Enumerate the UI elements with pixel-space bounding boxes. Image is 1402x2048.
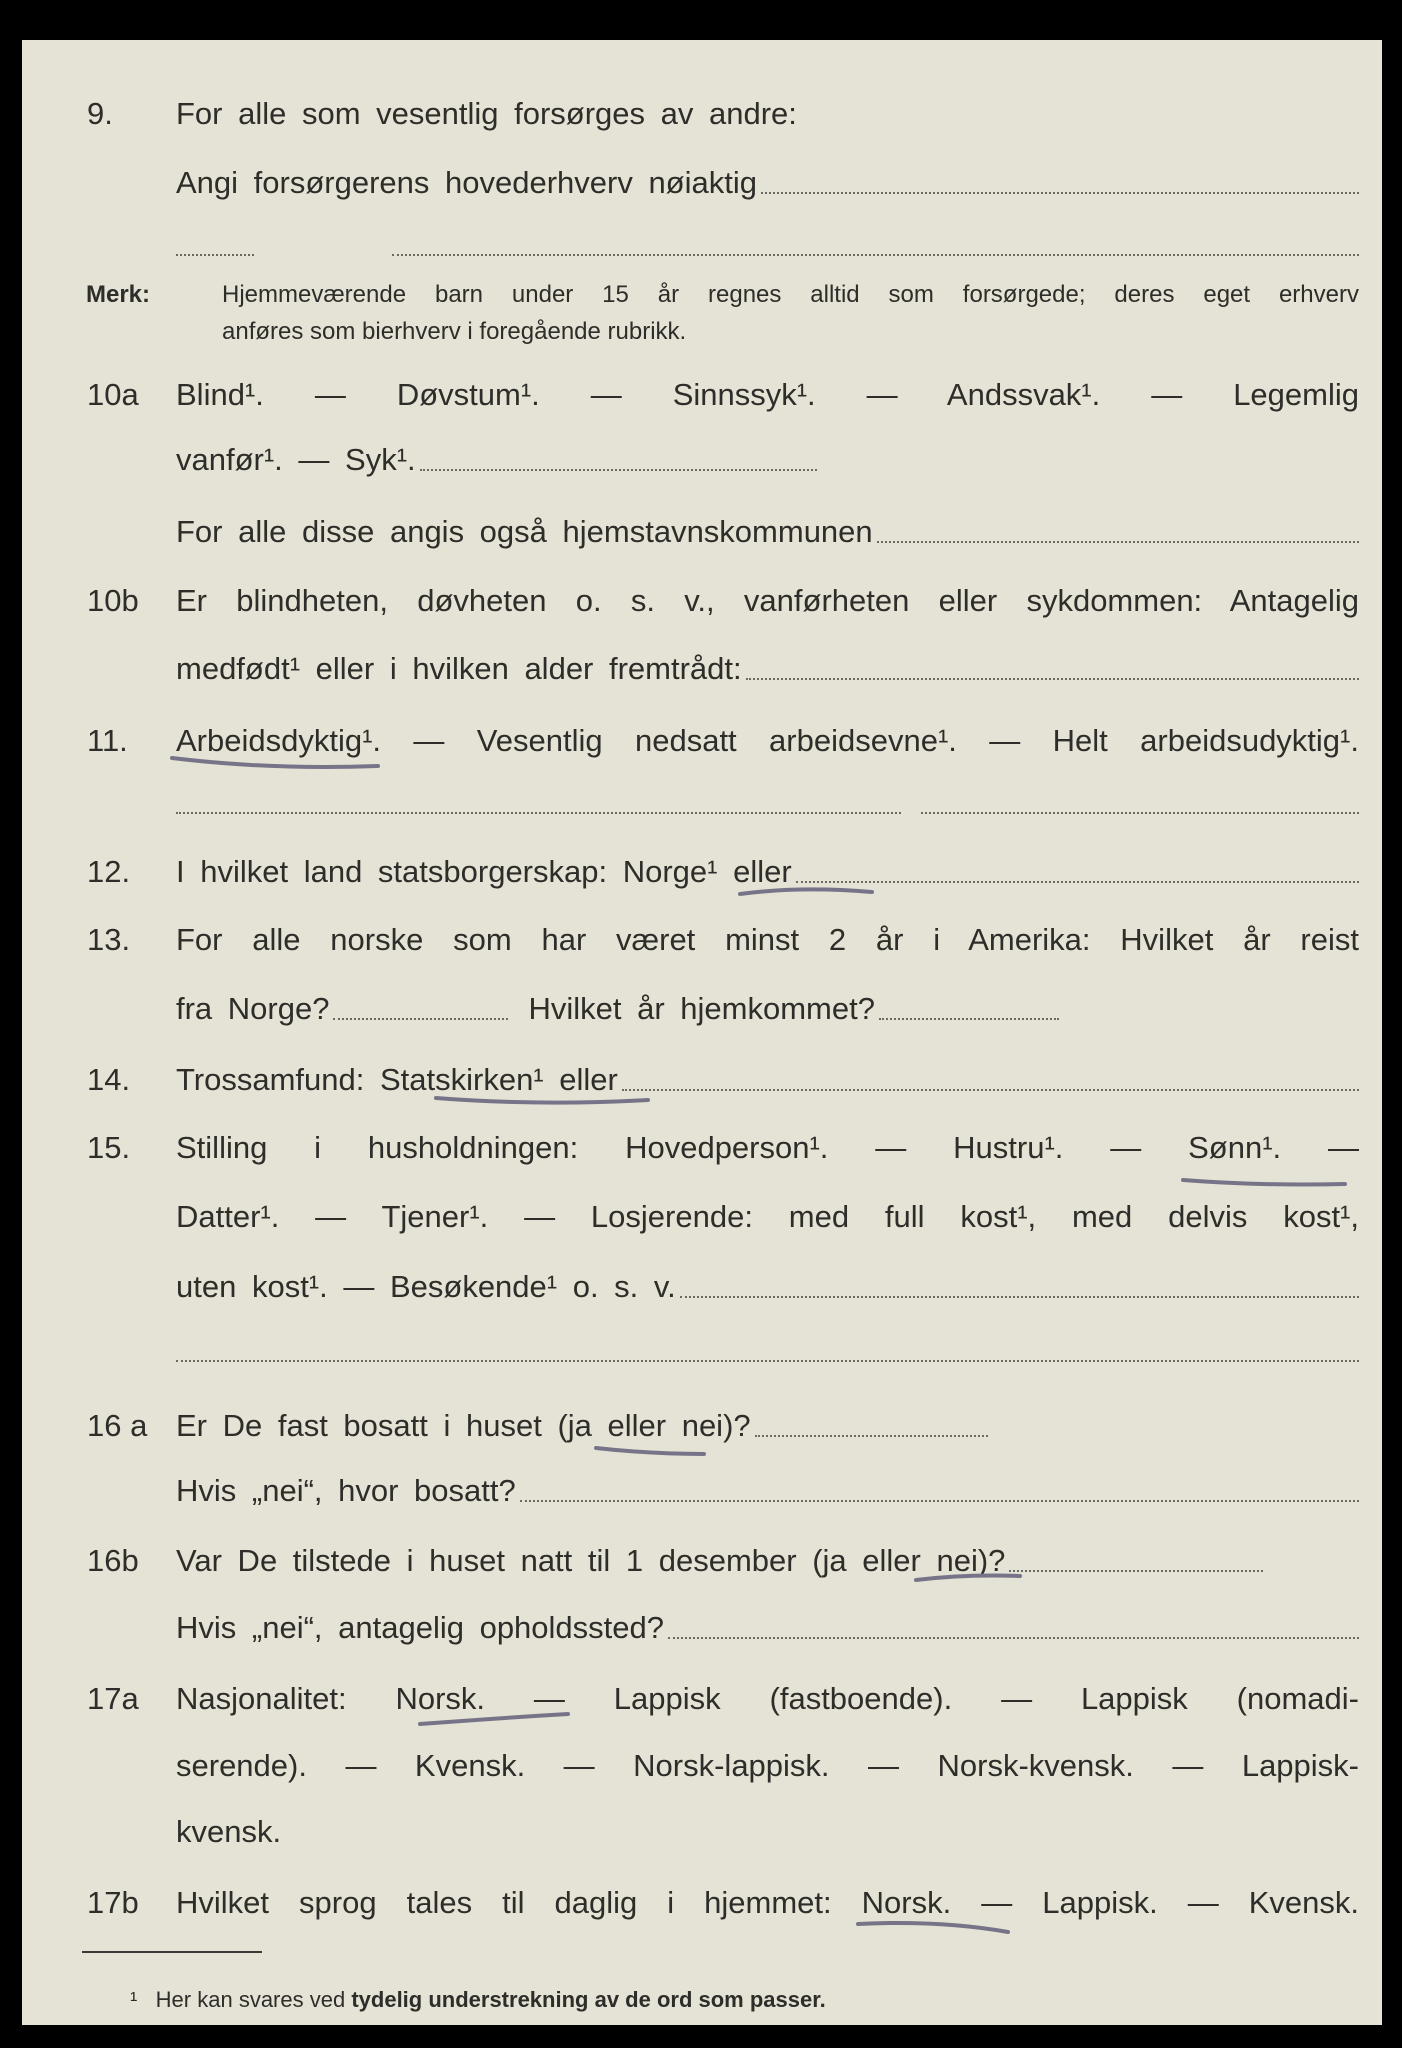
q14-line1-text: Trossamfund: Statskirken¹ eller (176, 1062, 618, 1097)
q10a-line2 (176, 440, 817, 480)
answer-field-q16b[interactable] (1009, 1570, 1263, 1572)
note-line1: Hjemmeværende barn under 15 år regnes alltid som forsørgede; deres eget erhverv (222, 281, 1359, 308)
q16a-line1-text: Er De fast bosatt i huset (ja eller nei)? (176, 1408, 751, 1443)
q9-line2 (176, 163, 1359, 203)
q10b-line2 (176, 649, 1359, 689)
answer-field-q14[interactable] (622, 1089, 1359, 1091)
footnote-mark: ¹ (130, 1987, 138, 2012)
q10b-line2-text: medfødt¹ eller i hvilken alder fremtrådt: (176, 651, 742, 686)
q10a-line3-text: For alle disse angis også hjemstavnskommunen (176, 514, 873, 549)
q17a-line2: serende). — Kvensk. — Norsk-lappisk. — Norsk-kvensk. — Lappisk- (176, 1748, 1359, 1783)
q13-line2 (176, 989, 1059, 1029)
dotted-line (176, 254, 254, 256)
q9-line1: For alle som vesentlig forsørges av andre: (176, 96, 797, 131)
q16a-line2-text: Hvis „nei“, hvor bosatt? (176, 1473, 516, 1508)
dotted-line (176, 812, 901, 814)
q15-line1: Stilling i husholdningen: Hovedperson¹. — Hustru¹. — Sønn¹. — (176, 1130, 1359, 1165)
dotted-line (176, 1360, 1359, 1362)
q16b-line1 (176, 1541, 1263, 1581)
question-number-12: 12. (87, 854, 131, 889)
dotted-line (392, 254, 1359, 256)
question-number-10b: 10b (87, 583, 139, 618)
answer-field-year-left[interactable] (333, 1018, 508, 1020)
answer-field-opholdssted[interactable] (668, 1637, 1359, 1639)
question-number-17b: 17b (87, 1885, 139, 1920)
answer-field-hjemstavnskommune[interactable] (877, 541, 1359, 543)
q10a-line3 (176, 512, 1359, 552)
q16b-line2-text: Hvis „nei“, antagelig opholdssted? (176, 1610, 664, 1645)
question-number-17a: 17a (87, 1681, 139, 1716)
answer-field-q15[interactable] (680, 1296, 1359, 1298)
q15-line2: Datter¹. — Tjener¹. — Losjerende: med full kost¹, med delvis kost¹, (176, 1199, 1359, 1234)
answer-field-year-returned[interactable] (879, 1018, 1059, 1020)
question-number-16a: 16 a (87, 1408, 148, 1443)
q10b-line1: Er blindheten, døvheten o. s. v., vanførheten eller sykdommen: Antagelig (176, 583, 1359, 618)
question-number-11: 11. (87, 723, 128, 758)
answer-field-q12[interactable] (796, 881, 1359, 883)
question-number-14: 14. (87, 1062, 131, 1097)
q17b-line1: Hvilket sprog tales til daglig i hjemmet: Norsk. — Lappisk. — Kvensk. (176, 1885, 1359, 1920)
q16b-line1-text: Var De tilstede i huset natt til 1 desember (ja eller nei)? (176, 1543, 1006, 1578)
q17a-line3: kvensk. (176, 1814, 282, 1849)
footnote (130, 1986, 826, 2014)
q12-line1-text: I hvilket land statsborgerskap: Norge¹ eller (176, 854, 792, 889)
dotted-line (921, 812, 1359, 814)
q9-line2-text: Angi forsørgerens hovederhverv nøiaktig (176, 165, 757, 200)
q10a-line1: Blind¹. — Døvstum¹. — Sinnssyk¹. — Andssvak¹. — Legemlig (176, 377, 1359, 412)
q17a-line1: Nasjonalitet: Norsk. — Lappisk (fastboende). — Lappisk (nomadi- (176, 1681, 1359, 1716)
q14-line1 (176, 1060, 1359, 1100)
note-line2: anføres som bierhverv i foregående rubrikk. (222, 318, 687, 345)
q13-line2b-text: Hvilket år hjemkommet? (528, 991, 875, 1026)
answer-field-q10a[interactable] (420, 469, 817, 471)
footnote-rule (82, 1951, 262, 1953)
question-number-15: 15. (87, 1130, 131, 1165)
q12-line1 (176, 852, 1359, 892)
q11-line1: Arbeidsdyktig¹. — Vesentlig nedsatt arbeidsevne¹. — Helt arbeidsudyktig¹. (176, 723, 1359, 758)
question-number-10a: 10a (87, 377, 139, 412)
q15-line3 (176, 1267, 1359, 1307)
q13-line2a-text: fra Norge? (176, 991, 330, 1026)
q16a-line2 (176, 1471, 1359, 1511)
q16b-line2 (176, 1608, 1359, 1648)
q15-line3-text: uten kost¹. — Besøkende¹ o. s. v. (176, 1269, 676, 1304)
answer-field-q16a[interactable] (755, 1435, 988, 1437)
q16a-line1 (176, 1406, 988, 1446)
answer-field-q9[interactable] (761, 192, 1359, 194)
question-number-13: 13. (87, 922, 131, 957)
footnote-bold-text: tydelig understrekning av de ord som passer. (351, 1987, 826, 2012)
q13-line1: For alle norske som har været minst 2 år i Amerika: Hvilket år reist (176, 922, 1359, 957)
footnote-text: Her kan svares ved (155, 1987, 346, 2012)
question-number-9: 9. (87, 96, 113, 131)
question-number-16b: 16b (87, 1543, 139, 1578)
q10a-line2-text: vanfør¹. — Syk¹. (176, 442, 416, 477)
answer-field-q10b[interactable] (746, 678, 1359, 680)
note-label: Merk: (86, 281, 151, 308)
answer-field-bosatt[interactable] (520, 1500, 1359, 1502)
